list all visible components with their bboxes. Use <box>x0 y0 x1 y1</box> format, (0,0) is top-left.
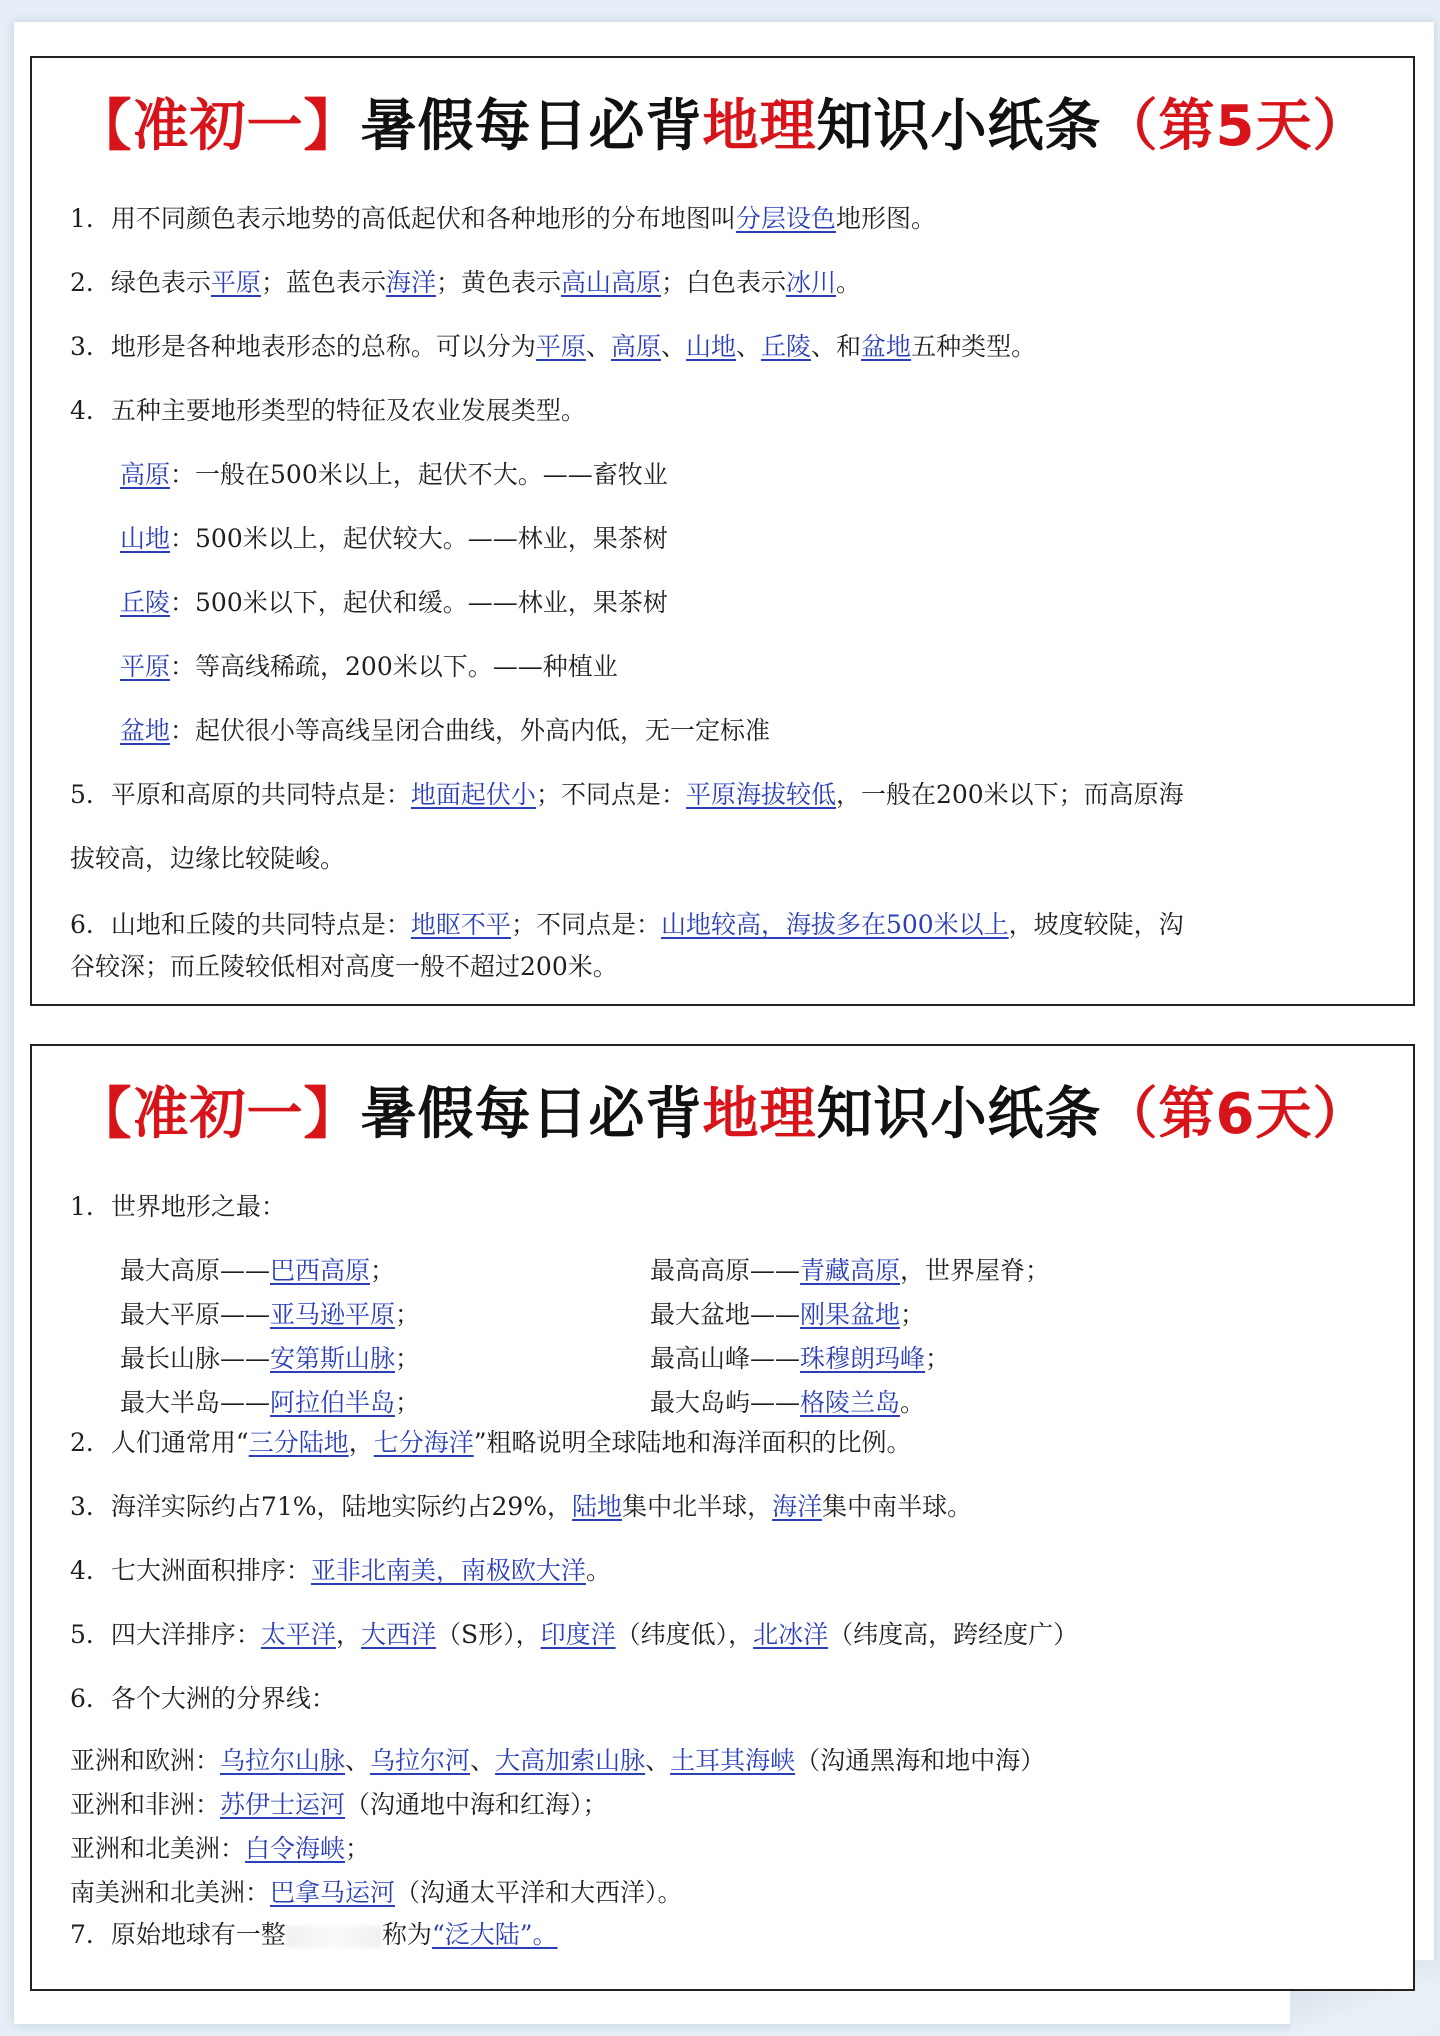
text-fragment: 地形是各种地表形态的总称。可以分为 <box>110 332 536 361</box>
text-fragment: 最大高原—— <box>120 1256 271 1285</box>
key-term: 大高加索山脉 <box>495 1746 646 1775</box>
point-4 <box>70 1556 611 1586</box>
key-term: 大西洋 <box>360 1620 436 1649</box>
text-fragment: 知识小纸条 <box>816 94 1102 159</box>
text-fragment: ，坡度较陡，沟 <box>1008 910 1184 939</box>
text-fragment: 3． <box>70 332 111 361</box>
text-fragment: 最高高原—— <box>650 1256 801 1285</box>
record-highest-plateau <box>650 1256 1050 1286</box>
card-title <box>32 82 1413 162</box>
text-fragment: 1． <box>70 1192 111 1221</box>
text-fragment: ；白色表示 <box>661 268 787 297</box>
text-fragment: 暑假每日必背 <box>360 94 703 159</box>
subpoint-plain <box>120 652 618 682</box>
text-fragment: ；不同点是： <box>535 780 686 809</box>
point-5 <box>70 1620 1078 1650</box>
text-fragment: ； <box>345 1834 371 1863</box>
text-fragment: 、 <box>585 332 611 361</box>
text-fragment: 5． <box>70 780 111 809</box>
key-term: 高山高原 <box>560 268 661 297</box>
text-fragment: ，一般在200米以下；而高原海 <box>835 780 1184 809</box>
key-term: 平原 <box>535 332 586 361</box>
text-fragment: 拔较高，边缘比较陡峻。 <box>70 844 346 873</box>
text-fragment: 地理 <box>702 94 817 159</box>
text-fragment: 南美洲和北美洲： <box>70 1878 271 1907</box>
text-fragment: ：等高线稀疏，200米以下。——种植业 <box>170 652 618 681</box>
key-term: 印度洋 <box>540 1620 616 1649</box>
record-highest-peak <box>650 1344 950 1374</box>
text-fragment: ；蓝色表示 <box>260 268 386 297</box>
text-fragment: ；黄色表示 <box>435 268 561 297</box>
key-term: 北冰洋 <box>753 1620 829 1649</box>
key-term: 陆地 <box>572 1492 623 1521</box>
key-term: 平原 <box>120 652 171 681</box>
key-term: 平原 <box>210 268 261 297</box>
key-term: 山地较高，海拔多在500米以上 <box>660 910 1009 939</box>
text-fragment: ；不同点是： <box>510 910 661 939</box>
text-fragment: 五种主要地形类型的特征及农业发展类型。 <box>110 396 586 425</box>
text-fragment: 【准初一】 <box>75 94 361 159</box>
text-fragment: ； <box>370 1256 396 1285</box>
key-term: 珠穆朗玛峰 <box>800 1344 926 1373</box>
blurred-region <box>286 1926 382 1948</box>
text-fragment: 最大盆地—— <box>650 1300 801 1329</box>
text-fragment: 最大平原—— <box>120 1300 271 1329</box>
text-fragment: 海洋实际约占71%，陆地实际约占29%， <box>110 1492 573 1521</box>
subpoint-plateau <box>120 460 668 490</box>
text-fragment: 称为 <box>381 1920 432 1949</box>
note-card-day6 <box>30 1044 1415 1991</box>
point-2 <box>70 268 861 298</box>
text-fragment: ； <box>395 1300 421 1329</box>
text-fragment: 地理 <box>702 1082 817 1147</box>
text-fragment: ； <box>925 1344 951 1373</box>
point-5-continued <box>70 844 345 874</box>
key-term: 乌拉尔山脉 <box>220 1746 346 1775</box>
text-fragment: 2． <box>70 268 111 297</box>
text-fragment: 绿色表示 <box>110 268 211 297</box>
text-fragment: ：起伏很小等高线呈闭合曲线，外高内低，无一定标准 <box>170 716 771 745</box>
text-fragment: 最长山脉—— <box>120 1344 271 1373</box>
boundary-asia-africa <box>70 1790 608 1820</box>
subpoint-basin <box>120 716 770 746</box>
text-fragment: 各个大洲的分界线： <box>110 1684 336 1713</box>
key-term: 七分海洋 <box>373 1428 474 1457</box>
text-fragment: （第5天） <box>1101 94 1370 159</box>
text-fragment: ； <box>395 1344 421 1373</box>
point-6 <box>70 910 1184 940</box>
text-fragment: 暑假每日必背 <box>360 1082 703 1147</box>
text-fragment: 、 <box>660 332 686 361</box>
point-3 <box>70 332 1036 362</box>
text-fragment: ：一般在500米以上，起伏不大。——畜牧业 <box>170 460 668 489</box>
record-largest-basin <box>650 1300 925 1330</box>
key-term: 土耳其海峡 <box>670 1746 796 1775</box>
key-term: 白令海峡 <box>245 1834 346 1863</box>
record-largest-plain <box>120 1300 420 1330</box>
key-term: 苏伊士运河 <box>220 1790 346 1819</box>
key-term: 刚果盆地 <box>800 1300 901 1329</box>
text-fragment: 亚洲和非洲： <box>70 1790 221 1819</box>
text-fragment: 集中南半球。 <box>822 1492 973 1521</box>
text-fragment: ”粗略说明全球陆地和海洋面积的比例。 <box>473 1428 912 1457</box>
key-term: 亚非北南美，南极欧大洋 <box>310 1556 586 1585</box>
text-fragment: 最高山峰—— <box>650 1344 801 1373</box>
key-term: 乌拉尔河 <box>370 1746 471 1775</box>
point-6 <box>70 1684 336 1714</box>
text-fragment: 五种类型。 <box>911 332 1037 361</box>
point-6-continued <box>70 952 618 982</box>
text-fragment: 4． <box>70 1556 111 1585</box>
point-1 <box>70 1192 286 1222</box>
record-largest-plateau <box>120 1256 395 1286</box>
text-fragment: 谷较深；而丘陵较低相对高度一般不超过200米。 <box>70 952 618 981</box>
text-fragment: 四大洋排序： <box>110 1620 261 1649</box>
text-fragment: ，世界屋脊； <box>900 1256 1051 1285</box>
note-card-day5 <box>30 56 1415 1006</box>
text-fragment: ：500米以下，起伏和缓。——林业，果茶树 <box>170 588 668 617</box>
text-fragment: 亚洲和欧洲： <box>70 1746 221 1775</box>
text-fragment: 。 <box>585 1556 611 1585</box>
record-largest-island <box>650 1388 925 1418</box>
text-fragment: （第6天） <box>1101 1082 1370 1147</box>
text-fragment: （S形）， <box>435 1620 541 1649</box>
text-fragment: 亚洲和北美洲： <box>70 1834 246 1863</box>
text-fragment: 、 <box>645 1746 671 1775</box>
key-term: 太平洋 <box>260 1620 336 1649</box>
record-largest-peninsula <box>120 1388 420 1418</box>
text-fragment: ； <box>900 1300 926 1329</box>
key-term: 海洋 <box>772 1492 823 1521</box>
text-fragment: 6． <box>70 910 111 939</box>
key-term: 山地 <box>685 332 736 361</box>
text-fragment: （沟通太平洋和大西洋）。 <box>395 1878 683 1907</box>
text-fragment: 2． <box>70 1428 111 1457</box>
point-7 <box>70 1920 558 1950</box>
point-4 <box>70 396 586 426</box>
text-fragment: 4． <box>70 396 111 425</box>
boundary-asia-europe <box>70 1746 1045 1776</box>
key-term: 高原 <box>120 460 171 489</box>
text-fragment: ， <box>348 1428 374 1457</box>
text-fragment: 最大岛屿—— <box>650 1388 801 1417</box>
text-fragment: ：500米以上，起伏较大。——林业，果茶树 <box>170 524 668 553</box>
text-fragment: 1． <box>70 204 111 233</box>
text-fragment: 世界地形之最： <box>110 1192 286 1221</box>
key-term: “泛大陆”。 <box>431 1920 558 1949</box>
point-3 <box>70 1492 972 1522</box>
card-title <box>32 1070 1413 1150</box>
key-term: 地眍不平 <box>410 910 511 939</box>
key-term: 盆地 <box>120 716 171 745</box>
text-fragment: 七大洲面积排序： <box>110 1556 311 1585</box>
text-fragment: 【准初一】 <box>75 1082 361 1147</box>
text-fragment: 6． <box>70 1684 111 1713</box>
point-5 <box>70 780 1184 810</box>
point-1 <box>70 204 936 234</box>
text-fragment: ， <box>335 1620 361 1649</box>
key-term: 亚马逊平原 <box>270 1300 396 1329</box>
subpoint-mountain <box>120 524 668 554</box>
text-fragment: 平原和高原的共同特点是： <box>110 780 411 809</box>
key-term: 高原 <box>610 332 661 361</box>
text-fragment: 人们通常用“ <box>110 1428 249 1457</box>
key-term: 盆地 <box>861 332 912 361</box>
text-fragment: 用不同颜色表示地势的高低起伏和各种地形的分布地图叫 <box>110 204 736 233</box>
key-term: 格陵兰岛 <box>800 1388 901 1417</box>
text-fragment: ； <box>395 1388 421 1417</box>
text-fragment: 7． <box>70 1920 111 1949</box>
text-fragment: 5． <box>70 1620 111 1649</box>
text-fragment: （纬度高，跨经度广） <box>828 1620 1079 1649</box>
text-fragment: （纬度低）， <box>615 1620 754 1649</box>
key-term: 丘陵 <box>120 588 171 617</box>
key-term: 安第斯山脉 <box>270 1344 396 1373</box>
key-term: 巴西高原 <box>270 1256 371 1285</box>
key-term: 平原海拔较低 <box>685 780 836 809</box>
text-fragment: 集中北半球， <box>622 1492 773 1521</box>
text-fragment: 山地和丘陵的共同特点是： <box>110 910 411 939</box>
key-term: 阿拉伯半岛 <box>270 1388 396 1417</box>
text-fragment: 、 <box>470 1746 496 1775</box>
text-fragment: 、和 <box>811 332 862 361</box>
key-term: 海洋 <box>385 268 436 297</box>
boundary-americas <box>70 1878 683 1908</box>
subpoint-hills <box>120 588 668 618</box>
text-fragment: 。 <box>836 268 862 297</box>
text-fragment: 3． <box>70 1492 111 1521</box>
key-term: 分层设色 <box>735 204 836 233</box>
record-longest-range <box>120 1344 420 1374</box>
text-fragment: 、 <box>345 1746 371 1775</box>
key-term: 巴拿马运河 <box>270 1878 396 1907</box>
text-fragment: （沟通地中海和红海）； <box>345 1790 608 1819</box>
text-fragment: 、 <box>736 332 762 361</box>
key-term: 丘陵 <box>761 332 812 361</box>
key-term: 冰川 <box>786 268 837 297</box>
text-fragment: 地形图。 <box>835 204 936 233</box>
text-fragment: （沟通黑海和地中海） <box>795 1746 1046 1775</box>
text-fragment: 知识小纸条 <box>816 1082 1102 1147</box>
text-fragment: 原始地球有一整 <box>110 1920 286 1949</box>
boundary-asia-north-america <box>70 1834 370 1864</box>
text-fragment: 最大半岛—— <box>120 1388 271 1417</box>
text-fragment: 。 <box>900 1388 926 1417</box>
key-term: 青藏高原 <box>800 1256 901 1285</box>
key-term: 地面起伏小 <box>410 780 536 809</box>
key-term: 山地 <box>120 524 171 553</box>
key-term: 三分陆地 <box>248 1428 349 1457</box>
point-2 <box>70 1428 912 1458</box>
